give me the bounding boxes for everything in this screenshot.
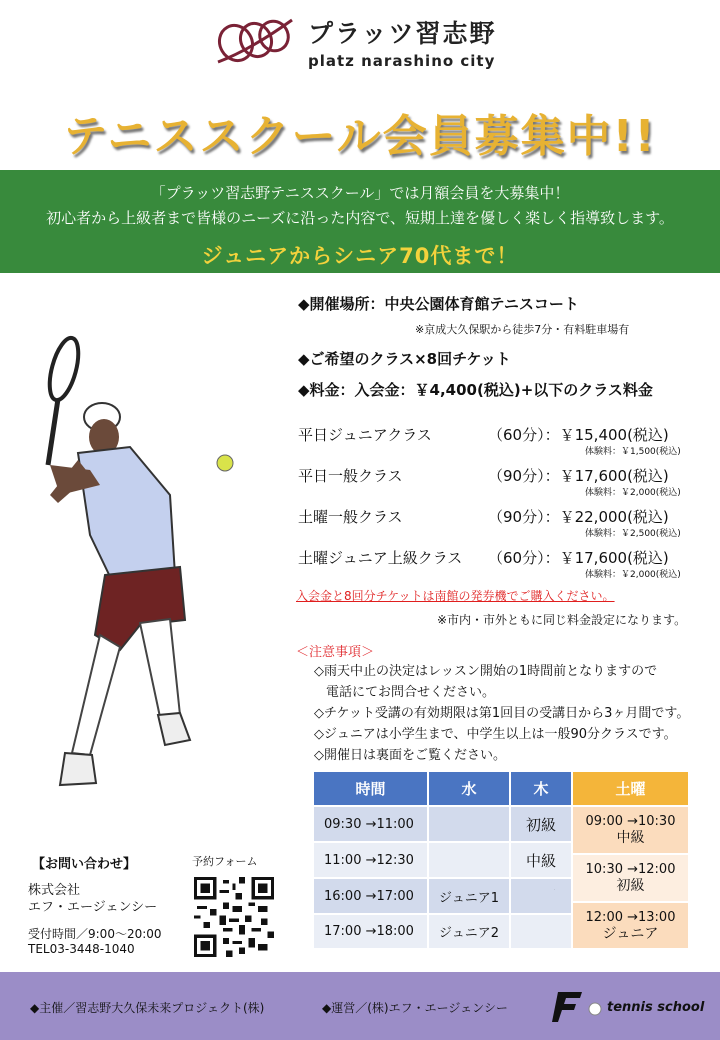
qr-code-icon[interactable] — [194, 877, 274, 957]
brand-name-en: platz narashino city — [308, 52, 496, 70]
intro-banner — [0, 170, 720, 273]
fee-info: ◆料金：入会金：￥4,400(税込)+以下のクラス料金 — [298, 381, 653, 399]
table-cell-thu — [511, 915, 571, 948]
tennis-player-illustration — [20, 335, 280, 805]
venue: ◆開催場所：中央公園体育館テニスコート — [298, 295, 579, 313]
table-cell-thu — [511, 879, 571, 913]
table-cell-wed: ジュニア1 — [429, 879, 509, 913]
saturday-slot — [573, 807, 688, 853]
table-cell-wed — [429, 807, 509, 841]
same-fee-note: ※市内・市外ともに同じ料金設定になります。 — [437, 613, 687, 627]
platz-logo-icon — [210, 10, 300, 70]
caution-item: 電話にてお問合せください。 — [326, 685, 496, 700]
brand-name-jp: プラッツ習志野 — [308, 19, 497, 48]
class-price: （90分）：￥22,000(税込) — [488, 508, 669, 526]
f-tennis-logo-icon — [552, 890, 582, 1024]
table-row-time: 17:00 →18:00 — [314, 915, 427, 948]
intro-line-2: 初心者から上級者まで皆様のニーズに沿った内容で、短期上達を優しく楽しく指導致します。 — [46, 209, 674, 227]
phone-number[interactable]: TEL03-3448-1040 — [28, 942, 135, 956]
table-cell-thu: 初級 — [511, 807, 571, 841]
headline: テニススクール会員募集中!! — [63, 111, 657, 162]
saturday-slot-time: 10:30 →12:00 — [585, 862, 676, 877]
saturday-slot-level: ジュニア — [602, 925, 659, 942]
age-range-highlight: ジュニアからシニア70代まで！ — [201, 244, 519, 268]
saturday-slot-time: 12:00 →13:00 — [585, 909, 676, 925]
class-name: 平日ジュニアクラス — [298, 426, 432, 444]
contact-title: 【お問い合わせ】 — [32, 857, 137, 872]
class-price: （60分）：￥17,600(税込) — [488, 549, 669, 567]
caution-title: ＜注意事項＞ — [296, 645, 375, 660]
class-name: 土曜一般クラス — [298, 508, 403, 526]
table-row-time: 16:00 →17:00 — [314, 879, 427, 913]
school-name: tennis school — [607, 1000, 705, 1015]
operator: ◆運営／(株)エフ・エージェンシー — [322, 1001, 508, 1015]
caution-item: ◇開催日は裏面をご覧ください。 — [314, 748, 506, 763]
saturday-slot-time: 09:00 →10:30 — [585, 814, 676, 829]
schedule-table — [314, 772, 688, 948]
saturday-slot — [573, 855, 688, 901]
trial-fee: 体験料：￥2,000(税込) — [585, 488, 681, 498]
saturday-slot-level: 中級 — [616, 830, 645, 846]
logo-letter: F — [554, 890, 555, 891]
caution-item: ◇チケット受講の有効期限は第1回目の受講日から3ヶ月間です。 — [314, 706, 690, 721]
intro-line-1: 「プラッツ習志野テニススクール」では月額会員を大募集中！ — [150, 184, 570, 202]
table-cell-thu: 中級 — [511, 843, 571, 877]
access-note: ※京成大久保駅から徒歩7分・有料駐車場有 — [415, 323, 630, 336]
table-cell-wed — [429, 843, 509, 877]
class-name: 土曜ジュニア上級クラス — [298, 549, 463, 567]
caution-item: ◇ジュニアは小学生まで、中学生以上は一般90分クラスです。 — [314, 727, 677, 742]
reservation-form-label: 予約フォーム — [192, 855, 258, 868]
tennis-ball-icon — [588, 1002, 602, 1016]
trial-fee: 体験料：￥2,000(税込) — [585, 570, 681, 580]
class-price: （60分）：￥15,400(税込) — [488, 426, 669, 444]
trial-fee: 体験料：￥1,500(税込) — [585, 447, 681, 457]
reception-hours: 受付時間／9:00～20:00 — [28, 927, 162, 941]
header-time: 時間 — [314, 772, 427, 805]
header-wed: 水 — [429, 772, 509, 805]
organizer: ◆主催／習志野大久保未来プロジェクト(株) — [30, 1001, 265, 1015]
ticket-info: ◆ご希望のクラス×8回チケット — [298, 350, 511, 368]
company-name-line-1: 株式会社 — [28, 883, 81, 898]
class-name: 平日一般クラス — [298, 467, 403, 485]
class-price: （90分）：￥17,600(税込) — [488, 467, 669, 485]
header-sat: 土曜 — [573, 772, 688, 805]
saturday-slot — [573, 903, 688, 948]
trial-fee: 体験料：￥2,500(税込) — [585, 529, 681, 539]
company-name-line-2: エフ・エージェンシー — [28, 900, 158, 915]
caution-item: ◇雨天中止の決定はレッスン開始の1時間前となりますので — [314, 664, 658, 679]
table-row-time: 09:30 →11:00 — [314, 807, 427, 841]
purchase-note: 入会金と8回分チケットは南館の発券機でご購入ください。 — [296, 589, 615, 603]
header-thu: 木 — [511, 772, 571, 805]
table-cell-wed: ジュニア2 — [429, 915, 509, 948]
table-row-time: 11:00 →12:30 — [314, 843, 427, 877]
saturday-slot-level: 初級 — [616, 878, 645, 894]
